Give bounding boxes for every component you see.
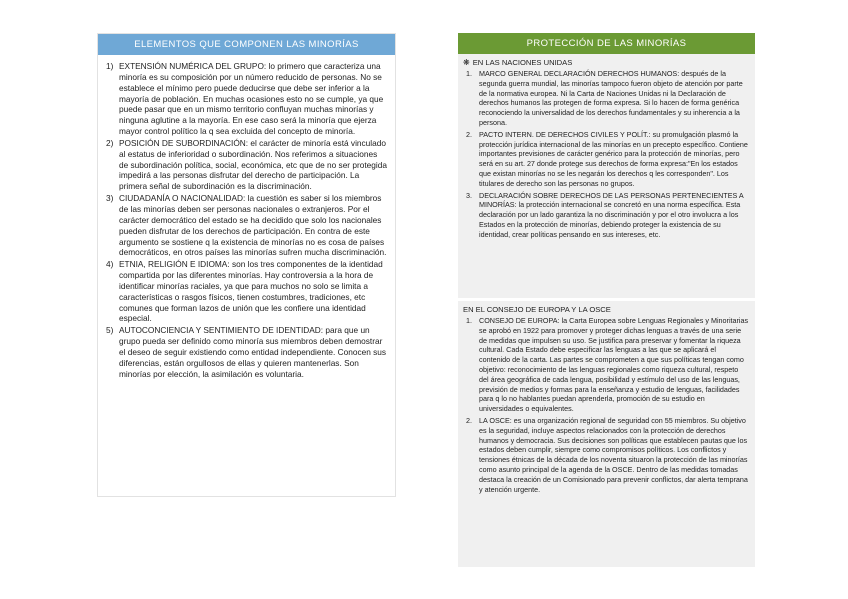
left-column xyxy=(97,33,396,497)
item-text: MARCO GENERAL DECLARACIÓN DERECHOS HUMANOS: después de la segunda guerra mundial, las minorías tampoco fueron objeto de atención por parte de la normativa europea. Ni la Carta de Naciones Unidas ni la Declaración de derechos humanos las protegen de forma expresa. Si lo hacen de forma genérica reconociendo la universalidad de los derechos fundamentales y su inherencia a la persona. xyxy=(479,69,743,127)
europe-section xyxy=(458,301,755,567)
list-item xyxy=(463,69,749,128)
list-item xyxy=(106,259,387,324)
item-text: CONSEJO DE EUROPA: la Carta Europea sobre Lenguas Regionales y Minoritarias se aprobó en 1922 para promover y proteger dichas lenguas a través de una serie de medidas que impulsen su uso. Se justifica para preservar y fomentar la riqueza cultural. Cada Estado debe especificar las lenguas a las que se aplicará el contenido de la carta. Las partes se comprometen a que sus políticas tengan como objetivo: reconocimiento de las lenguas regionales como riqueza cultural, respeto del área geográfica de cada lengua, posibilidad y estímulo del uso de las lenguas, previsión de medios y formas para la enseñanza y estudio de lenguas, facilidades para q lo no hablantes puedan aprenderla, promoción de su estudio en universidades o equivalentes. xyxy=(479,316,749,414)
list-item xyxy=(463,191,749,240)
section-title-text: EN LAS NACIONES UNIDAS xyxy=(472,58,573,67)
item-number: 3) xyxy=(106,193,114,204)
item-number: 2. xyxy=(466,415,472,425)
item-text: DECLARACIÓN SOBRE DERECHOS DE LAS PERSONAS PERTENECIENTES A MINORÍAS: la protección internacional se concretó en una norma específica. Esta declaración por un lado garantiza la no discriminación y por el otro involucra a los Estados en la protección de minorías, debiendo proteger la existencia de su identidad, crear políticas pensando en sus intereses, etc. xyxy=(479,190,744,239)
right-column xyxy=(458,33,755,573)
item-number: 2. xyxy=(466,129,472,139)
bullet-icon: ❋ xyxy=(463,58,470,67)
item-number: 1. xyxy=(466,316,472,325)
item-number: 4) xyxy=(106,259,114,270)
list-item xyxy=(106,61,387,137)
item-text: LA OSCE: es una organización regional de seguridad con 55 miembros. Su objetivo es la seguridad, incluye aspectos relacionados con la protección de derechos humanos y democracia. Sus decisiones son políticas que establecen pautas que los estados deben cumplir, siempre como compromisos políticos. Los conflictos y tensiones étnicas de la década de los noventa situaron la protección de las minorías como asunto principal de la agenda de la OSCE. Dentro de las medidas tomadas destaca la creación de un Comisionado para prevenir conflictos, dar alerta temprana y atención urgente. xyxy=(479,415,748,494)
right-header: PROTECCIÓN DE LAS MINORÍAS xyxy=(458,33,755,54)
europe-list xyxy=(463,316,749,494)
item-number: 1. xyxy=(466,69,472,78)
list-item xyxy=(463,130,749,189)
item-text: ETNIA, RELIGIÓN E IDIOMA: son los tres componentes de la identidad compartida por las diferentes minorías. Hay controversia a la hora de identificar minorías raciales, ya que para muchos no solo se limita a características o rasgos físicos, tienen costumbres, tradiciones, etc comunes que forman lazos de unión que les confiere una identidad especial. xyxy=(119,259,383,324)
item-text: AUTOCONCIENCIA Y SENTIMIENTO DE IDENTIDAD: para que un grupo pueda ser definido como minoría sus miembros deben demostrar el deseo de seguir existiendo como entidad independiente. Conocen sus diferencias, están orgullosos de ellas y quieren mantenerlas. Son minorías por elección, la asimilación es voluntaria. xyxy=(119,325,387,379)
item-text: PACTO INTERN. DE DERECHOS CIVILES Y POLÍT.: su promulgación plasmó la protección jurídica internacional de las minorías en un precepto específico. Contiene importantes previsiones de carácter genérico para la protección de minorías, pero será en su art. 27 donde protege sus derechos de forma expresa:"En los estados que existan minorías no se les negarán los derechos q les corresponden". Los titulares de derecho son las personas no grupos. xyxy=(479,129,748,188)
item-number: 5) xyxy=(106,325,114,336)
item-number: 1) xyxy=(106,61,114,71)
list-item xyxy=(463,416,749,494)
un-list xyxy=(463,69,749,240)
item-text: EXTENSIÓN NUMÉRICA DEL GRUPO: lo primero que caracteriza una minoría es su composición por un número reducido de personas. No se establece el mínimo pero puede deducirse que debe ser inferior a la mayoría de población. En muchas ocasiones esto no se cumple, ya que puede pasar que en un mismo territorio confluyan muchas minorías y ninguna aglutine a la mayoría. En ese caso será la minoría que ejerza mayor control político la q sea excluida del concepto de minoría. xyxy=(119,61,384,137)
section-title xyxy=(463,58,749,68)
item-number: 2) xyxy=(106,137,114,148)
elements-list xyxy=(98,55,395,379)
un-section xyxy=(458,54,755,298)
item-text: CIUDADANÍA O NACIONALIDAD: la cuestión es saber si los miembros de las minorías deben ser personas nacionales o extranjeros. Por el carácter democrático del estado se ha decidido que solo los nacionales pueden disfrutar de los derechos de participación. En contra de este argumento se sostiene q la existencia de minorías no es cosa de países democráticos, en otros países las minorías sufren mucha discriminación. xyxy=(119,193,387,258)
list-item xyxy=(463,316,749,414)
item-number: 3. xyxy=(466,190,472,200)
section-title: EN EL CONSEJO DE EUROPA Y LA OSCE xyxy=(463,305,611,314)
list-item xyxy=(106,138,387,192)
item-text: POSICIÓN DE SUBORDINACIÓN: el carácter de minoría está vinculado al estatus de inferioridad o subordinación. Nos referimos a situaciones de subordinación política, social, económica, etc que de no ser protegida impedirá a las personas disfrutar del derecho de participación. La primera señal de subordinación es la discriminación. xyxy=(119,137,387,192)
left-header: ELEMENTOS QUE COMPONEN LAS MINORÍAS xyxy=(98,34,395,55)
list-item xyxy=(106,193,387,258)
list-item xyxy=(106,325,387,379)
